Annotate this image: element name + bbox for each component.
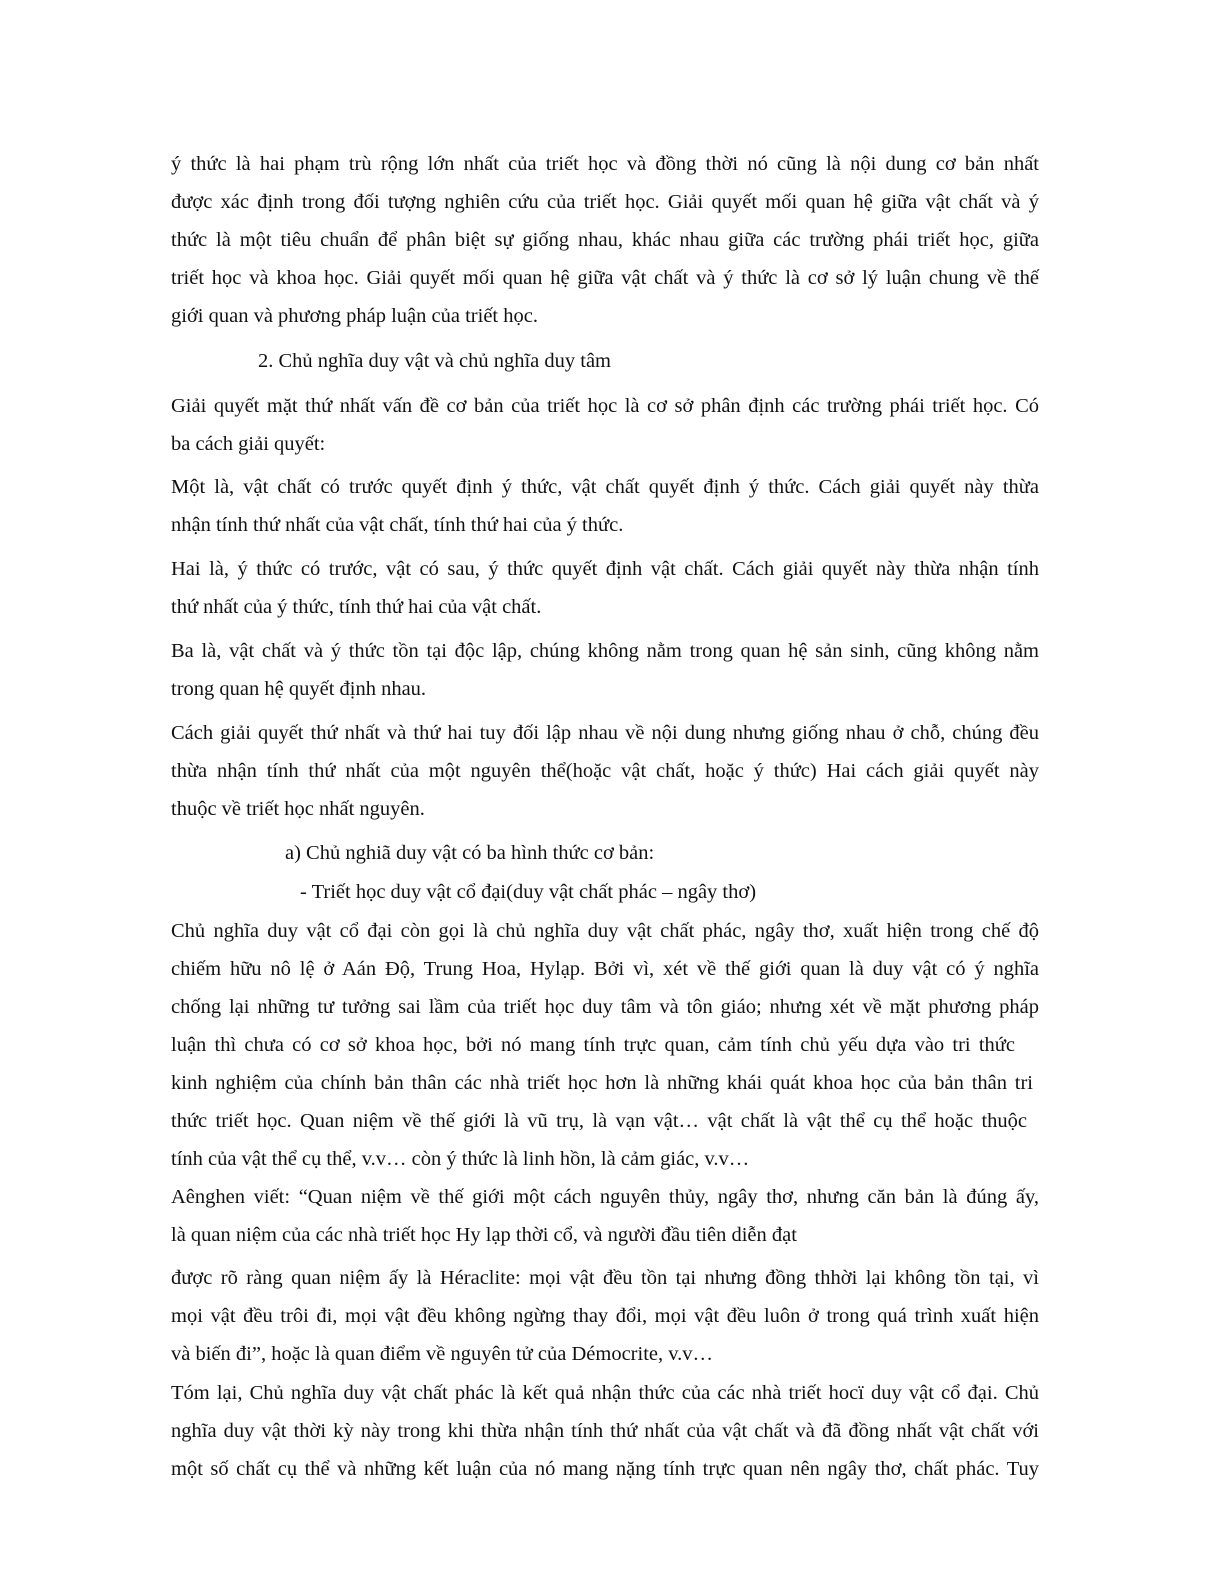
text-line: nghĩa duy vật thời kỳ này trong khi thừa nhận tính thứ nhất của vật chất và đã đồng nhất vật chất với xyxy=(171,1420,1039,1442)
text-line: thứ nhất của ý thức, tính thứ hai của vật chất. xyxy=(171,596,542,618)
text-line: được xác định trong đối tượng nghiên cứu của triết học. Giải quyết mối quan hệ giữa vật chất và ý xyxy=(171,191,1039,213)
text-line: thức là một tiêu chuẩn để phân biệt sự giống nhau, khác nhau giữa các trường phái triết học, giữa xyxy=(171,229,1039,251)
text-line: được rõ ràng quan niệm ấy là Héraclite: mọi vật đều tồn tại nhưng đồng thhời lại không tồn tại, vì xyxy=(171,1267,1039,1289)
text-line: Giải quyết mặt thứ nhất vấn đề cơ bản của triết học là cơ sở phân định các trường phái triết học. Có xyxy=(171,395,1039,417)
text-line: một số chất cụ thể và những kết luận của nó mang nặng tính trực quan nên ngây thơ, chất phác. Tuy xyxy=(171,1458,1039,1480)
text-line: nhận tính thứ nhất của vật chất, tính thứ hai của ý thức. xyxy=(171,514,624,536)
text-line: tính của vật thể cụ thể, v.v… còn ý thức là linh hồn, là cảm giác, v.v… xyxy=(171,1148,750,1170)
text-line: Hai là, ý thức có trước, vật có sau, ý thức quyết định vật chất. Cách giải quyết này thừa nhận tính xyxy=(171,558,1039,580)
text-line: là quan niệm của các nhà triết học Hy lạp thời cổ, và người đầu tiên diễn đạt xyxy=(171,1224,797,1246)
text-line: Một là, vật chất có trước quyết định ý thức, vật chất quyết định ý thức. Cách giải quyết này thừa xyxy=(171,476,1039,498)
text-line: ba cách giải quyết: xyxy=(171,433,326,455)
text-line: luận thì chưa có cơ sở khoa học, bởi nó mang tính trực quan, cảm tính chủ yếu dựa vào tri thức xyxy=(171,1034,1015,1056)
text-line: mọi vật đều trôi đi, mọi vật đều không ngừng thay đổi, mọi vật đều luôn ở trong quá trình xuất hiện xyxy=(171,1305,1039,1327)
text-line: thừa nhận tính thứ nhất của một nguyên thể(hoặc vật chất, hoặc ý thức) Hai cách giải quyết này xyxy=(171,760,1039,782)
text-line: kinh nghiệm của chính bản thân các nhà triết học hơn là những khái quát khoa học của bản thân tri xyxy=(171,1072,1033,1094)
text-line: Cách giải quyết thứ nhất và thứ hai tuy đối lập nhau về nội dung nhưng giống nhau ở chỗ, chúng đều xyxy=(171,722,1039,744)
text-line: và biến đi”, hoặc là quan điểm về nguyên tử của Démocrite, v.v… xyxy=(171,1343,714,1365)
text-line: triết học và khoa học. Giải quyết mối quan hệ giữa vật chất và ý thức là cơ sở lý luận chung về thế xyxy=(171,267,1039,289)
subsection-heading: a) Chủ nghiã duy vật có ba hình thức cơ bản: xyxy=(285,842,655,864)
text-line: ý thức là hai phạm trù rộng lớn nhất của triết học và đồng thời nó cũng là nội dung cơ bản nhất xyxy=(171,153,1039,175)
text-line: Ba là, vật chất và ý thức tồn tại độc lập, chúng không nằm trong quan hệ sản sinh, cũng không nằm xyxy=(171,640,1039,662)
list-item: - Triết học duy vật cổ đại(duy vật chất phác – ngây thơ) xyxy=(300,881,757,903)
text-line: giới quan và phương pháp luận của triết học. xyxy=(171,305,538,327)
text-line: chống lại những tư tưởng sai lầm của triết học duy tâm và tôn giáo; nhưng xét về mặt phương pháp xyxy=(171,996,1039,1018)
text-line: chiếm hữu nô lệ ở Aán Độ, Trung Hoa, Hylạp. Bởi vì, xét về thế giới quan là duy vật có ý nghĩa xyxy=(171,958,1039,980)
section-heading: 2. Chủ nghĩa duy vật và chủ nghĩa duy tâm xyxy=(258,350,611,372)
text-line: trong quan hệ quyết định nhau. xyxy=(171,678,427,700)
text-line: thức triết học. Quan niệm về thế giới là vũ trụ, là vạn vật… vật chất là vật thể cụ thể hoặc thuộc xyxy=(171,1110,1027,1132)
text-line: thuộc về triết học nhất nguyên. xyxy=(171,798,425,820)
text-line: Chủ nghĩa duy vật cổ đại còn gọi là chủ nghĩa duy vật chất phác, ngây thơ, xuất hiện trong chế độ xyxy=(171,920,1039,942)
text-line: Aênghen viết: “Quan niệm về thế giới một cách nguyên thủy, ngây thơ, nhưng căn bản là đúng ấy, xyxy=(171,1186,1039,1208)
text-line: Tóm lại, Chủ nghĩa duy vật chất phác là kết quả nhận thức của các nhà triết hocï duy vật cổ đại. Chủ xyxy=(171,1382,1039,1404)
